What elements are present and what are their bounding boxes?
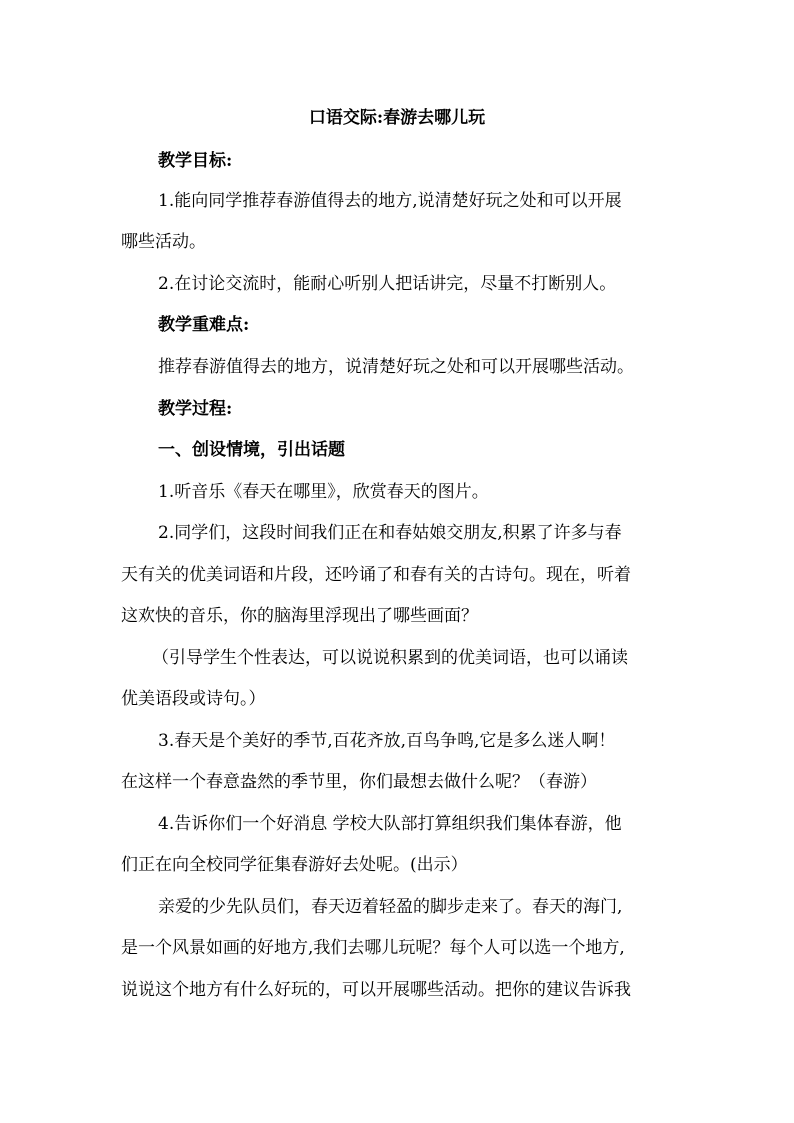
heading-teaching-goals: 教学目标: — [158, 151, 233, 171]
goal-1-line-1: 1.能向同学推荐春游值得去的地方,说清楚好玩之处和可以开展 — [158, 191, 622, 211]
step-3-line-2: 在这样一个春意盎然的季节里，你们最想去做什么呢？（春游） — [121, 772, 597, 792]
letter-line-3: 说说这个地方有什么好玩的，可以开展哪些活动。把你的建议告诉我 — [121, 980, 631, 1000]
document-title: 口语交际:春游去哪儿玩 — [308, 108, 486, 128]
step-2-line-2: 天有关的优美词语和片段，还吟诵了和春有关的古诗句。现在，听着 — [121, 565, 631, 585]
heading-key-points: 教学重难点: — [158, 315, 250, 335]
goal-1-line-2: 哪些活动。 — [121, 232, 206, 252]
heading-teaching-process: 教学过程: — [158, 399, 233, 419]
goal-2: 2.在讨论交流时，能耐心听别人把话讲完，尽量不打断别人。 — [158, 274, 617, 294]
step-4-line-1: 4.告诉你们一个好消息 学校大队部打算组织我们集体春游，他 — [158, 814, 622, 834]
letter-line-2: 是一个风景如画的好地方,我们去哪儿玩呢？每个人可以选一个地方, — [121, 938, 625, 958]
step-4-line-2: 们正在向全校同学征集春游好去处呢。(出示） — [121, 855, 468, 875]
key-points-text: 推荐春游值得去的地方，说清楚好玩之处和可以开展哪些活动。 — [158, 357, 634, 377]
step-2-line-1: 2.同学们，这段时间我们正在和春姑娘交朋友,积累了许多与春 — [158, 523, 622, 543]
note-line-2: 优美语段或诗句。） — [121, 689, 266, 709]
note-line-1: （引导学生个性表达，可以说说积累到的优美词语，也可以诵读 — [152, 648, 628, 668]
step-3-line-1: 3.春天是个美好的季节,百花齐放,百鸟争鸣,它是多么迷人啊！ — [158, 731, 616, 751]
step-1: 1.听音乐《春天在哪里》，欣赏春天的图片。 — [158, 482, 489, 502]
step-2-line-3: 这欢快的音乐，你的脑海里浮现出了哪些画面？ — [121, 606, 478, 626]
letter-line-1: 亲爱的少先队员们，春天迈着轻盈的脚步走来了。春天的海门, — [158, 897, 623, 917]
section-1-heading: 一、创设情境，引出话题 — [158, 440, 345, 460]
